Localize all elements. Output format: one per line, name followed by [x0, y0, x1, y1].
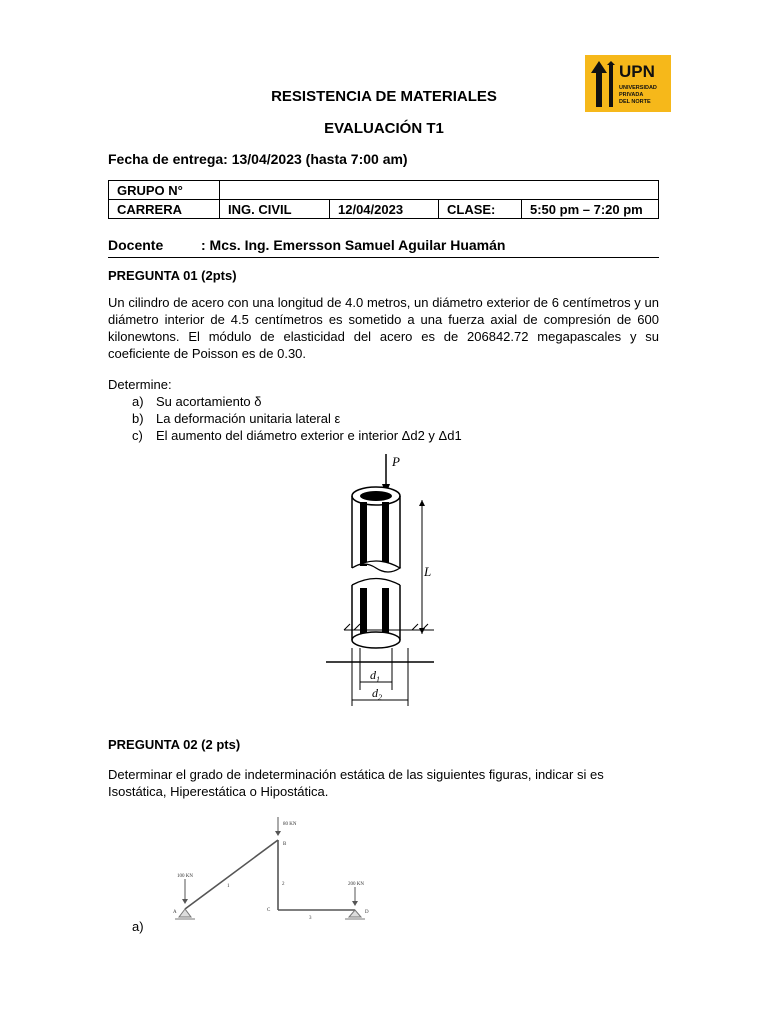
item-key: a) [132, 394, 144, 409]
info-table [108, 180, 659, 219]
logo-text: UPN [619, 62, 655, 81]
question1-determine: Determine: [108, 377, 172, 392]
table-row [109, 200, 659, 219]
cylinder-figure [320, 450, 440, 710]
logo-sub3: DEL NORTE [619, 99, 651, 105]
divider [108, 257, 659, 258]
delivery-date: Fecha de entrega: 13/04/2023 (hasta 7:00 am) [108, 151, 408, 167]
bar-2: 2 [282, 882, 285, 887]
node-a: A [173, 910, 177, 915]
clase-label: CLASE: [439, 200, 522, 219]
clase-value: 5:50 pm – 7:20 pm [522, 200, 659, 219]
node-c: C [267, 908, 271, 913]
load-right: 200 KN [348, 882, 364, 887]
figure-a-label: a) [132, 919, 144, 934]
class-date: 12/04/2023 [330, 200, 439, 219]
docente-label: Docente [108, 237, 164, 253]
document-subtitle: EVALUACIÓN T1 [324, 120, 444, 137]
frame-figure [165, 815, 380, 925]
table-row [109, 181, 659, 200]
label-d2: d [372, 686, 378, 700]
node-b: B [283, 842, 287, 847]
load-left: 100 KN [177, 874, 193, 879]
item-key: b) [132, 411, 144, 426]
question1-title: PREGUNTA 01 (2pts) [108, 268, 237, 283]
carrera-value: ING. CIVIL [220, 200, 330, 219]
bar-1: 1 [227, 884, 230, 889]
docente-line [108, 237, 505, 253]
node-d: D [365, 910, 369, 915]
list-item [132, 410, 462, 427]
svg-text:d1 [370, 668, 380, 684]
logo-sub2: PRIVADA [619, 92, 644, 98]
item-text: El aumento del diámetro exterior e interior Δd2 y Δd1 [156, 428, 462, 443]
carrera-label: CARRERA [109, 200, 220, 219]
item-text: Su acortamiento δ [156, 394, 262, 409]
question2-text: Determinar el grado de indeterminación estática de las siguientes figuras, indicar si es Isostática, Hiperestática o Hipostática. [108, 767, 604, 799]
grupo-label: GRUPO N° [109, 181, 220, 200]
item-key: c) [132, 428, 143, 443]
grupo-value [220, 181, 659, 200]
question1-text: Un cilindro de acero con una longitud de 4.0 metros, un diámetro exterior de 6 centímetros y un diámetro interior de 4.5 centímetros es sometido a una fuerza axial de compresión de 600 kilonewtons. El módulo de elasticidad del acero es de 206842.72 megapascales y su coeficiente de Poisson es de 0.30. [108, 295, 659, 361]
item-text: La deformación unitaria lateral ε [156, 411, 341, 426]
load-top: 80 KN [283, 822, 297, 827]
svg-text:d2 [372, 686, 382, 702]
question2-title: PREGUNTA 02 (2 pts) [108, 737, 241, 752]
label-l: L [424, 564, 432, 579]
label-d2-sub: 2 [378, 693, 382, 702]
label-d1-sub: 1 [376, 675, 380, 684]
logo-sub1: UNIVERSIDAD [619, 85, 657, 91]
label-d1: d [370, 668, 376, 682]
document-title: RESISTENCIA DE MATERIALES [271, 88, 497, 105]
bar-3: 3 [309, 916, 312, 921]
list-item [132, 427, 462, 444]
list-item [132, 393, 462, 410]
label-p: P [392, 454, 400, 469]
question1-items [132, 393, 462, 444]
docente-value: : Mcs. Ing. Emersson Samuel Aguilar Huamán [201, 237, 506, 253]
